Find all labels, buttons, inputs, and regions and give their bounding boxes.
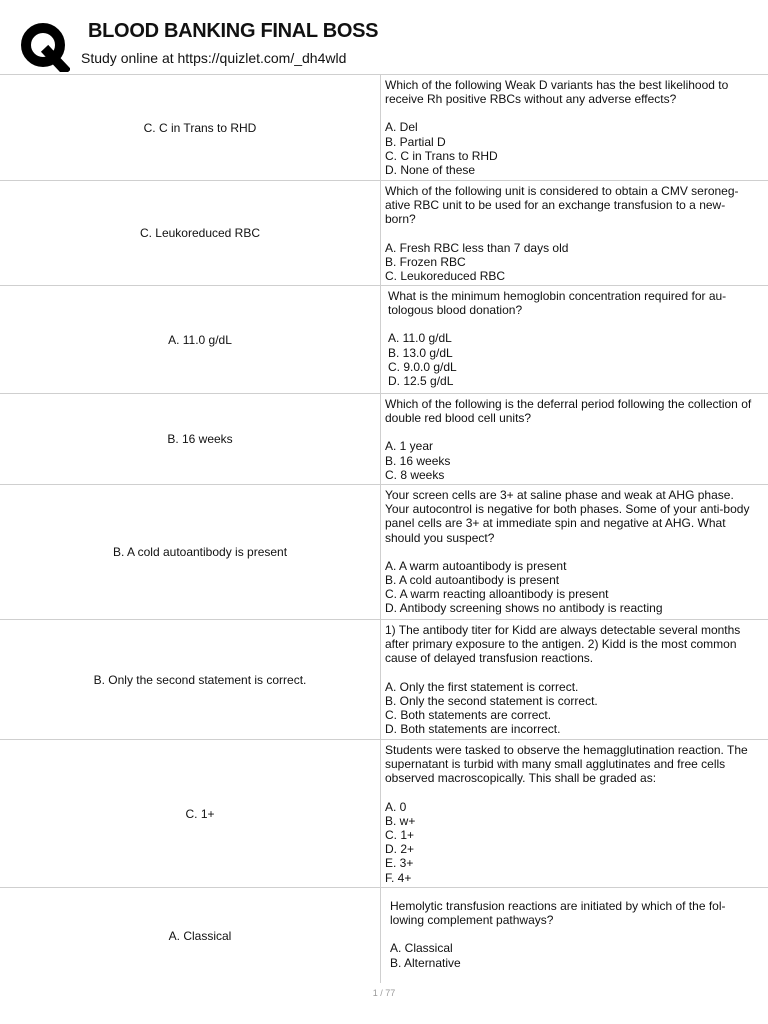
answer-option: A. Del <box>385 120 418 135</box>
flashcard-row <box>0 888 768 983</box>
answer-option: A. 0 <box>385 799 407 814</box>
answer-option: A. 1 year <box>385 439 434 454</box>
question-text: Hemolytic transfusion reactions are initiated by which of the fol-lowing complement pathways? <box>390 899 726 928</box>
answer-option: B. Alternative <box>390 955 461 970</box>
answer-option: B. Partial D <box>385 134 446 149</box>
column-divider <box>380 75 381 180</box>
answer-option: B. 13.0 g/dL <box>388 345 453 360</box>
answer-option: D. None of these <box>385 163 476 178</box>
flashcard-row <box>0 740 768 888</box>
flashcard-row <box>0 394 768 485</box>
answer-option: B. w+ <box>385 813 416 828</box>
card-answer: C. Leukoreduced RBC <box>139 226 261 240</box>
answer-option: C. A warm reacting alloantibody is present <box>385 587 609 602</box>
answer-option: C. 8 weeks <box>385 467 445 482</box>
flashcard-row <box>0 286 768 394</box>
answer-option: A. Fresh RBC less than 7 days old <box>385 240 569 255</box>
answer-option: A. 11.0 g/dL <box>388 331 452 346</box>
answer-option: E. 3+ <box>385 856 414 871</box>
flashcard-row <box>0 181 768 286</box>
card-answer: C. 1+ <box>185 806 215 821</box>
answer-option: B. A cold autoantibody is present <box>385 573 560 588</box>
card-answer: B. 16 weeks <box>167 432 233 446</box>
card-answer: A. Classical <box>168 928 232 943</box>
document-title: BLOOD BANKING FINAL BOSS <box>88 20 379 42</box>
page-number: 1 / 77 <box>372 988 396 998</box>
answer-option: C. 9.0.0 g/dL <box>388 359 457 374</box>
answer-option: A. A warm autoantibody is present <box>385 558 567 573</box>
answer-option: A. Only the first statement is correct. <box>385 679 579 694</box>
card-question <box>385 488 753 616</box>
answer-option: D. 12.5 g/dL <box>388 374 454 389</box>
answer-option: D. Antibody screening shows no antibody is reacting <box>385 601 663 616</box>
card-question <box>390 899 758 970</box>
card-question <box>385 623 753 736</box>
quizlet-logo-icon <box>20 22 70 72</box>
answer-option: D. 2+ <box>385 842 415 857</box>
study-online-link[interactable]: Study online at https://quizlet.com/_dh4wld <box>81 50 347 66</box>
question-text: What is the minimum hemoglobin concentration required for au-tologous blood donation? <box>388 289 727 318</box>
column-divider <box>380 620 381 739</box>
answer-option: C. C in Trans to RHD <box>385 148 498 163</box>
question-text: Which of the following unit is considered to obtain a CMV seroneg-ative RBC unit to be used for an exchange transfusion to a new-born? <box>385 184 739 227</box>
card-answer: B. A cold autoantibody is present <box>112 545 288 559</box>
answer-option: F. 4+ <box>385 870 412 885</box>
question-text: Students were tasked to observe the hemagglutination reaction. The supernatant is turbid with many small agglutinates and free cells observed macroscopically. This shall be graded as: <box>385 743 748 786</box>
answer-option: D. Both statements are incorrect. <box>385 722 561 737</box>
card-answer: C. C in Trans to RHD <box>143 120 257 135</box>
card-answer: B. Only the second statement is correct. <box>93 672 307 687</box>
answer-option: C. 1+ <box>385 828 415 843</box>
flashcard-row <box>0 485 768 620</box>
column-divider <box>380 740 381 887</box>
answer-option: C. Leukoreduced RBC <box>385 269 506 284</box>
card-question <box>385 184 753 283</box>
card-question <box>385 397 753 482</box>
flashcard-row <box>0 620 768 740</box>
question-text: Which of the following Weak D variants has the best likelihood to receive Rh positive RBCs without any adverse effects? <box>385 78 729 107</box>
column-divider <box>380 485 381 619</box>
card-question <box>385 743 753 885</box>
column-divider <box>380 181 381 285</box>
column-divider <box>380 394 381 484</box>
answer-option: B. 16 weeks <box>385 453 451 468</box>
answer-option: C. Both statements are correct. <box>385 708 552 723</box>
flashcard-row <box>0 75 768 181</box>
column-divider <box>380 286 381 393</box>
column-divider <box>380 888 381 983</box>
card-question <box>385 78 753 177</box>
answer-option: B. Frozen RBC <box>385 254 466 269</box>
question-text: Your screen cells are 3+ at saline phase and weak at AHG phase. Your autocontrol is negative for both phases. Some of your anti-body panel cells are 3+ at immediate spin and negative at AHG. What should you suspect? <box>385 488 750 545</box>
answer-option: B. Only the second statement is correct. <box>385 693 598 708</box>
page-header <box>0 0 768 76</box>
question-text: Which of the following is the deferral period following the collection of double red blood cell units? <box>385 397 752 426</box>
card-question <box>388 289 756 388</box>
question-text: 1) The antibody titer for Kidd are always detectable several months after primary exposure to the antigen. 2) Kidd is the most common cause of delayed transfusion reactions. <box>385 623 741 666</box>
answer-option: A. Classical <box>390 941 453 956</box>
card-answer: A. 11.0 g/dL <box>168 332 232 347</box>
